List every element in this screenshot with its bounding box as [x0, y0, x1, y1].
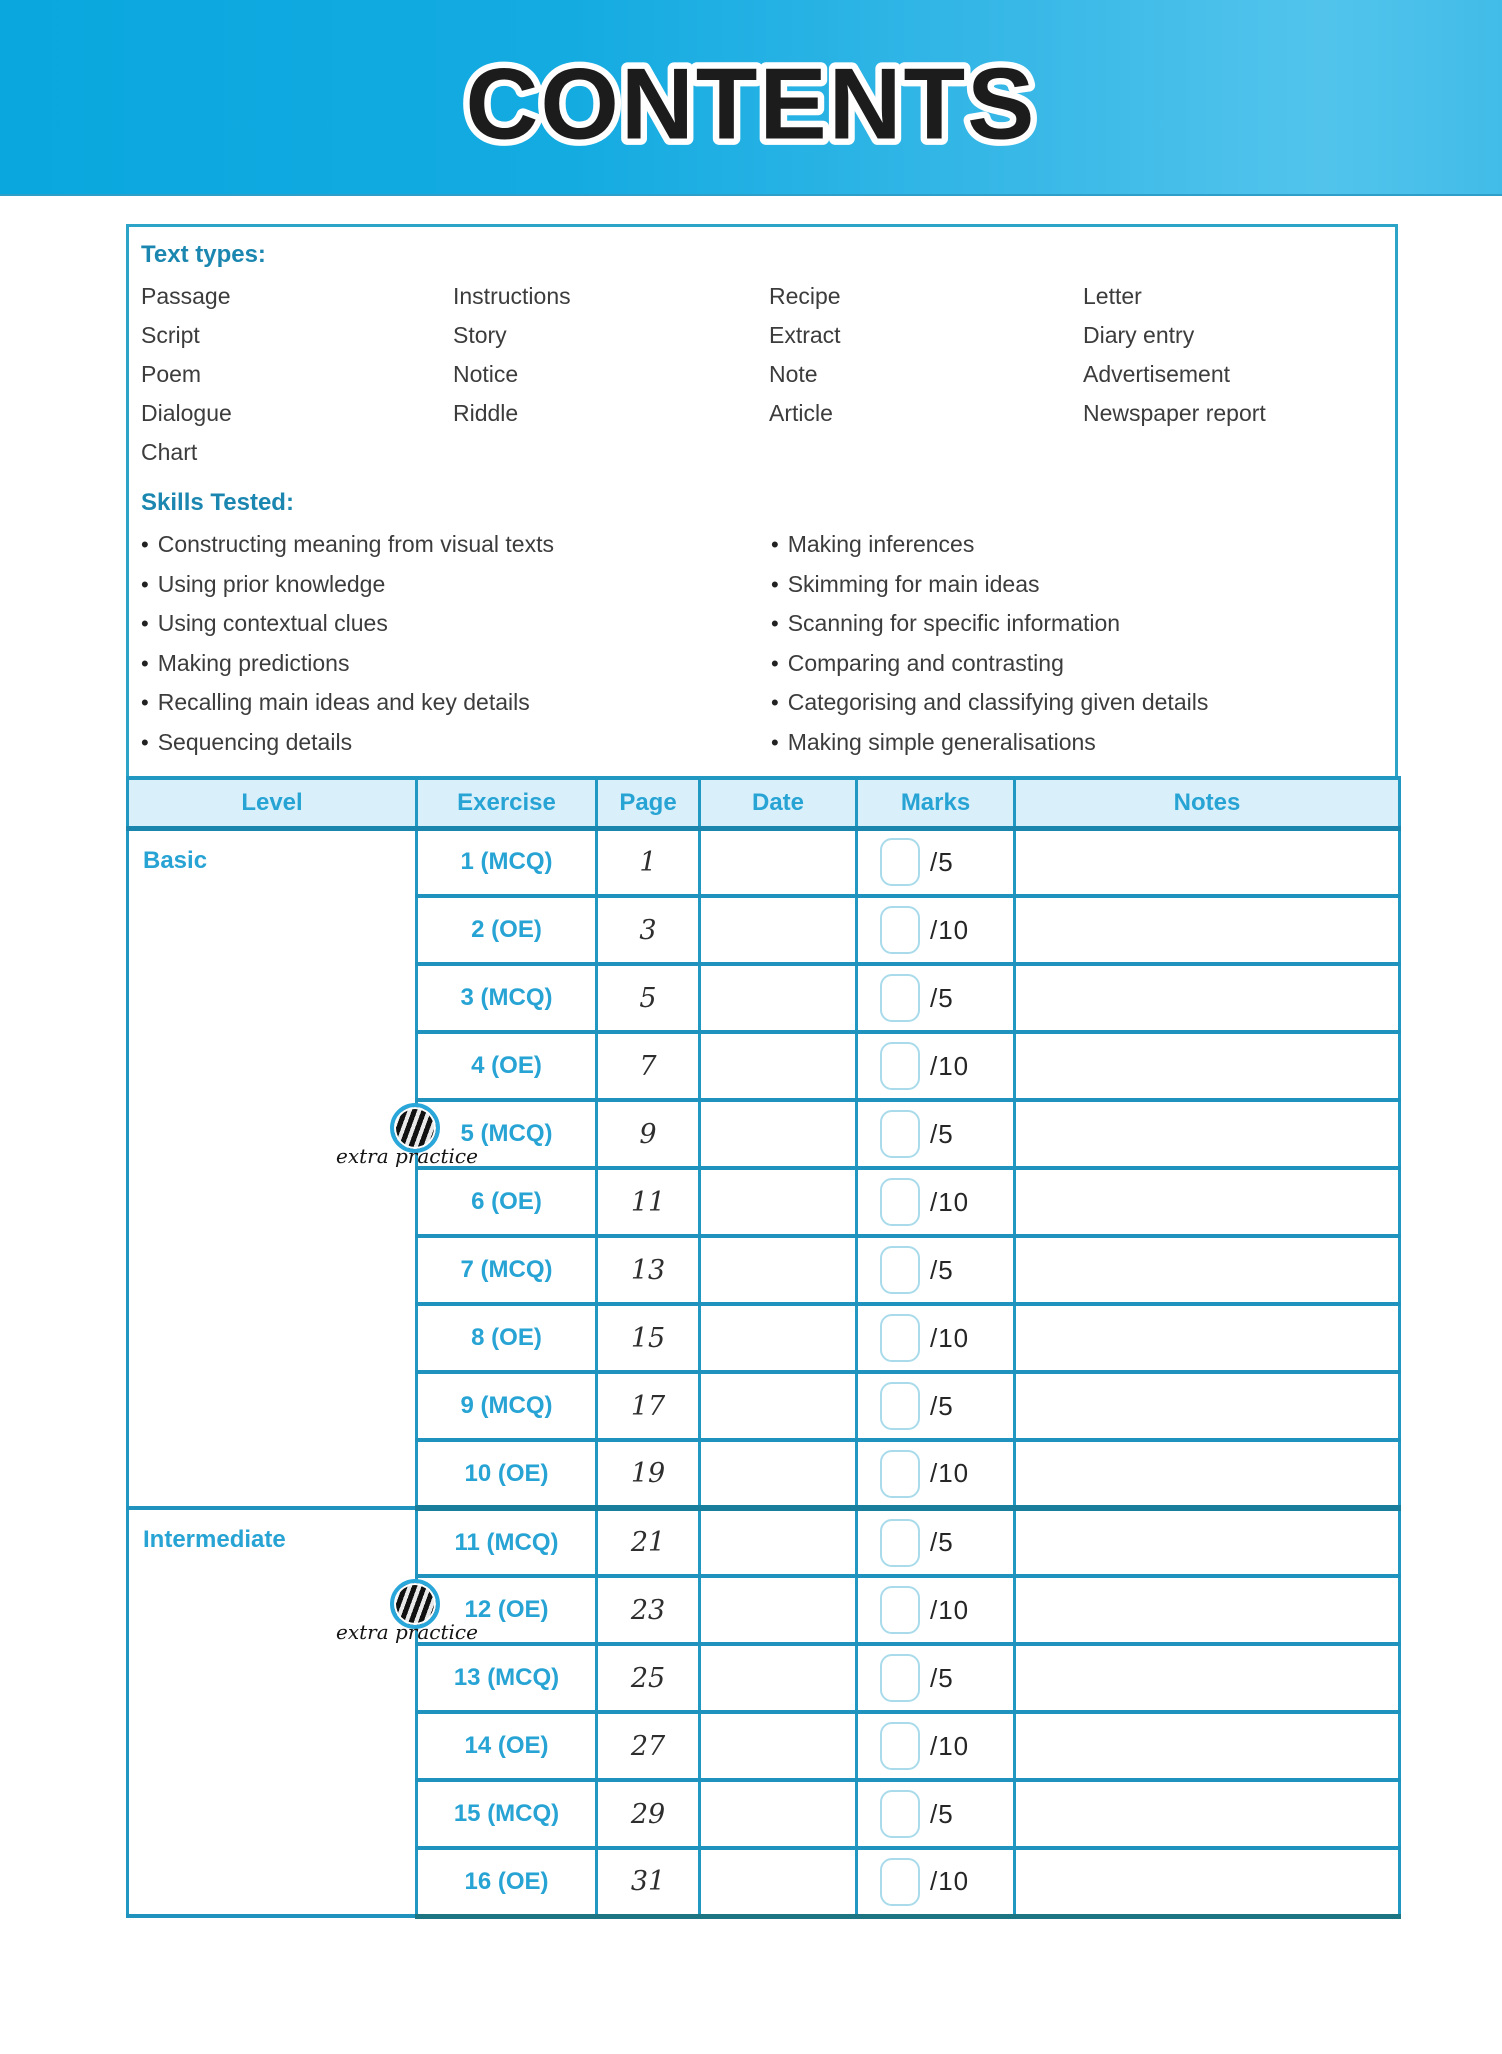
marks-cell	[857, 1032, 1015, 1100]
date-cell	[700, 1236, 857, 1304]
marks-box	[880, 1858, 920, 1906]
column-header-notes: Notes	[1015, 778, 1400, 828]
notes-cell	[1015, 1100, 1400, 1168]
date-cell	[700, 1100, 857, 1168]
exercise-label: 12 (OE)	[417, 1576, 597, 1644]
marks-total: /10	[930, 1866, 970, 1897]
date-cell	[700, 896, 857, 964]
text-type-item: Letter	[1083, 283, 1142, 309]
notes-cell	[1015, 1440, 1400, 1508]
skills-tested-heading: Skills Tested:	[141, 489, 294, 516]
exercise-label: 16 (OE)	[417, 1848, 597, 1916]
page-number: 17	[597, 1372, 700, 1440]
extra-practice-label: extra practice	[336, 1620, 478, 1644]
skill-item: • Constructing meaning from visual texts	[141, 525, 554, 565]
table-row	[128, 828, 1400, 896]
marks-box	[880, 838, 920, 886]
date-cell	[700, 1168, 857, 1236]
marks-cell	[857, 1644, 1015, 1712]
page-number: 7	[597, 1032, 700, 1100]
extra-practice-label: extra practice	[336, 1144, 478, 1168]
exercise-label: 9 (MCQ)	[417, 1372, 597, 1440]
text-type-item: Diary entry	[1083, 322, 1195, 348]
notes-cell	[1015, 1032, 1400, 1100]
notes-cell	[1015, 1712, 1400, 1780]
text-type-item: Poem	[141, 361, 202, 387]
exercise-label: 11 (MCQ)	[417, 1508, 597, 1576]
marks-cell	[857, 1712, 1015, 1780]
marks-box	[880, 1450, 920, 1498]
text-type-item: Notice	[453, 361, 519, 387]
date-cell	[700, 1780, 857, 1848]
column-header-marks: Marks	[857, 778, 1015, 828]
date-cell	[700, 1304, 857, 1372]
notes-cell	[1015, 828, 1400, 896]
marks-total: /10	[930, 1594, 970, 1625]
column-header-level: Level	[128, 778, 417, 828]
date-cell	[700, 1712, 857, 1780]
marks-total: /10	[930, 914, 970, 945]
page-number: 21	[597, 1508, 700, 1576]
text-type-item: Script	[141, 322, 200, 348]
marks-cell	[857, 896, 1015, 964]
exercise-label: 13 (MCQ)	[417, 1644, 597, 1712]
column-header-page: Page	[597, 778, 700, 828]
marks-total: /5	[930, 1798, 954, 1829]
marks-box	[880, 906, 920, 954]
notes-cell	[1015, 964, 1400, 1032]
skill-item: • Skimming for main ideas	[771, 565, 1208, 605]
marks-box	[880, 1042, 920, 1090]
text-type-item: Recipe	[769, 283, 841, 309]
page-number: 31	[597, 1848, 700, 1916]
skill-item: • Making simple generalisations	[771, 723, 1208, 763]
text-types-column-2	[453, 277, 571, 433]
marks-total: /10	[930, 1050, 970, 1081]
skill-item: • Comparing and contrasting	[771, 644, 1208, 684]
marks-cell	[857, 1304, 1015, 1372]
notes-cell	[1015, 1304, 1400, 1372]
skill-item: • Sequencing details	[141, 723, 554, 763]
text-type-item: Instructions	[453, 283, 571, 309]
exercise-label: 8 (OE)	[417, 1304, 597, 1372]
date-cell	[700, 1440, 857, 1508]
page-number: 1	[597, 828, 700, 896]
marks-total: /10	[930, 1458, 970, 1488]
marks-cell	[857, 1372, 1015, 1440]
marks-box	[880, 974, 920, 1022]
marks-cell	[857, 828, 1015, 896]
notes-cell	[1015, 1168, 1400, 1236]
text-type-item: Advertisement	[1083, 361, 1231, 387]
skill-item: • Scanning for specific information	[771, 604, 1208, 644]
notes-cell	[1015, 1372, 1400, 1440]
exercise-label: 6 (OE)	[417, 1168, 597, 1236]
marks-total: /5	[930, 846, 954, 877]
marks-cell	[857, 1100, 1015, 1168]
text-type-item: Chart	[141, 439, 198, 465]
page-number: 9	[597, 1100, 700, 1168]
page-number: 25	[597, 1644, 700, 1712]
exercise-label: 1 (MCQ)	[417, 828, 597, 896]
marks-total: /10	[930, 1186, 970, 1217]
marks-total: /5	[930, 1662, 954, 1693]
marks-box	[880, 1654, 920, 1702]
extra-practice-badge	[336, 1579, 486, 1644]
text-type-item: Article	[769, 400, 833, 426]
exercise-label: 5 (MCQ)	[417, 1100, 597, 1168]
date-cell	[700, 1032, 857, 1100]
text-type-item: Extract	[769, 322, 841, 348]
text-types-column-4	[1083, 277, 1266, 433]
text-type-item: Story	[453, 322, 507, 348]
marks-cell	[857, 1780, 1015, 1848]
exercise-label: 7 (MCQ)	[417, 1236, 597, 1304]
marks-total: /5	[930, 982, 954, 1013]
marks-box	[880, 1110, 920, 1158]
content-box	[126, 224, 1398, 1916]
notes-cell	[1015, 1236, 1400, 1304]
exercise-label: 4 (OE)	[417, 1032, 597, 1100]
notes-cell	[1015, 1508, 1400, 1576]
extra-practice-badge	[336, 1103, 486, 1168]
level-label-basic: Basic	[128, 828, 417, 1508]
column-header-date: Date	[700, 778, 857, 828]
marks-cell	[857, 964, 1015, 1032]
skills-column-right	[771, 525, 1208, 763]
page-banner	[0, 0, 1502, 196]
page-number: 19	[597, 1440, 700, 1508]
marks-box	[880, 1790, 920, 1838]
table-header-row	[128, 778, 1400, 828]
marks-total: /5	[930, 1118, 954, 1149]
text-type-item: Riddle	[453, 400, 519, 426]
marks-total: /5	[930, 1254, 954, 1285]
page-number: 27	[597, 1712, 700, 1780]
marks-box	[880, 1382, 920, 1430]
marks-total: /10	[930, 1322, 970, 1353]
marks-total: /5	[930, 1527, 954, 1557]
page-number: 5	[597, 964, 700, 1032]
exercise-label: 15 (MCQ)	[417, 1780, 597, 1848]
page-number: 3	[597, 896, 700, 964]
exercise-label: 14 (OE)	[417, 1712, 597, 1780]
marks-total: /5	[930, 1390, 954, 1421]
marks-cell	[857, 1236, 1015, 1304]
page-number: 11	[597, 1168, 700, 1236]
marks-cell	[857, 1168, 1015, 1236]
marks-box	[880, 1314, 920, 1362]
skill-item: • Recalling main ideas and key details	[141, 683, 554, 723]
date-cell	[700, 1576, 857, 1644]
notes-cell	[1015, 1848, 1400, 1916]
page-number: 23	[597, 1576, 700, 1644]
marks-box	[880, 1178, 920, 1226]
text-types-column-3	[769, 277, 841, 433]
marks-cell	[857, 1848, 1015, 1916]
text-type-item: Passage	[141, 283, 231, 309]
marks-box	[880, 1586, 920, 1634]
marks-box	[880, 1246, 920, 1294]
text-type-item: Newspaper report	[1083, 400, 1266, 426]
date-cell	[700, 1372, 857, 1440]
exercise-label: 10 (OE)	[417, 1440, 597, 1508]
marks-cell	[857, 1508, 1015, 1576]
marks-box	[880, 1722, 920, 1770]
marks-cell	[857, 1576, 1015, 1644]
skills-column-left	[141, 525, 554, 763]
marks-box	[880, 1519, 920, 1567]
marks-cell	[857, 1440, 1015, 1508]
skill-item: • Using contextual clues	[141, 604, 554, 644]
date-cell	[700, 1508, 857, 1576]
contents-title-art	[0, 0, 1502, 194]
notes-cell	[1015, 1780, 1400, 1848]
skill-item: • Using prior knowledge	[141, 565, 554, 605]
skill-item: • Making predictions	[141, 644, 554, 684]
table-row	[128, 1508, 1400, 1576]
notes-cell	[1015, 1576, 1400, 1644]
page-number: 15	[597, 1304, 700, 1372]
date-cell	[700, 1848, 857, 1916]
text-type-item: Dialogue	[141, 400, 232, 426]
contents-table	[126, 776, 1401, 1919]
notes-cell	[1015, 896, 1400, 964]
exercise-label: 2 (OE)	[417, 896, 597, 964]
level-label-intermediate: Intermediate	[128, 1508, 417, 1916]
text-type-item: Note	[769, 361, 818, 387]
text-types-column-1	[141, 277, 232, 472]
marks-total: /10	[930, 1730, 970, 1761]
skill-item: • Making inferences	[771, 525, 1208, 565]
exercise-label: 3 (MCQ)	[417, 964, 597, 1032]
date-cell	[700, 828, 857, 896]
page-number: 29	[597, 1780, 700, 1848]
column-header-exercise: Exercise	[417, 778, 597, 828]
date-cell	[700, 1644, 857, 1712]
page-number: 13	[597, 1236, 700, 1304]
page-title: CONTENTS	[465, 48, 1037, 161]
notes-cell	[1015, 1644, 1400, 1712]
text-types-heading: Text types:	[141, 241, 266, 268]
date-cell	[700, 964, 857, 1032]
skill-item: • Categorising and classifying given details	[771, 683, 1208, 723]
